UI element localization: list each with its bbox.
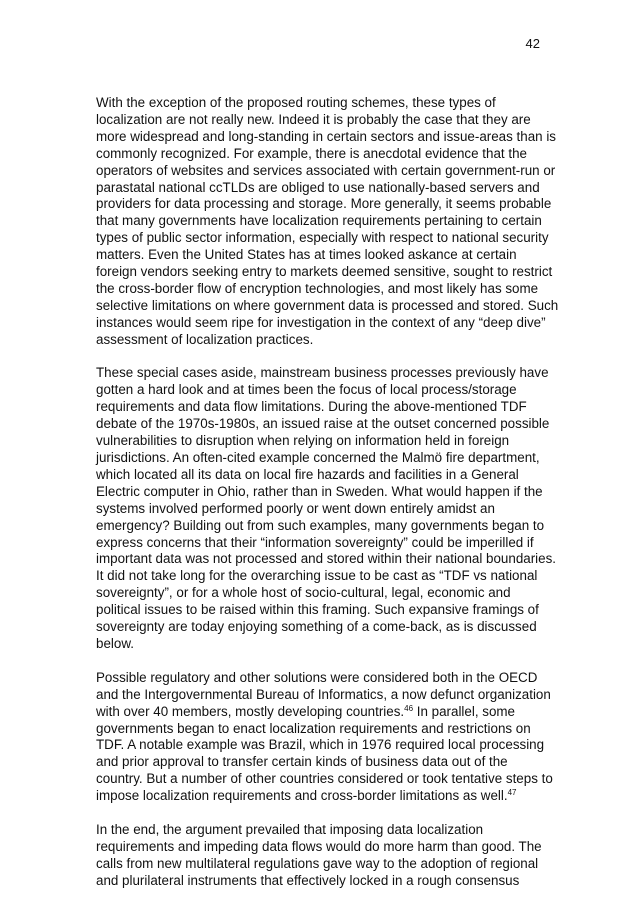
footnote-ref-46[interactable]: 46: [404, 703, 414, 713]
text-line: assessment of localization practices.: [96, 331, 314, 347]
text-line: Possible regulatory and other solutions were considered both in the OECD: [96, 669, 538, 685]
text-segment: with over 40 members, mostly developing countries.: [96, 703, 405, 719]
text-line: vulnerabilities to disruption when relying on information held in foreign: [96, 433, 510, 449]
text-line: debate of the 1970s-1980s, an issued raise at the outset concerned possible: [96, 416, 550, 432]
page-number: 42: [525, 36, 540, 51]
text-line: operators of websites and services associated with certain government-run or: [96, 162, 556, 178]
text-line: sovereignty”, or for a whole host of socio-cultural, legal, economic and: [96, 585, 511, 601]
paragraph-4: [96, 822, 548, 890]
text-line: [96, 704, 548, 721]
footnote-ref-47[interactable]: 47: [507, 788, 517, 798]
text-line: [96, 788, 548, 805]
text-line: which located all its data on local fire hazards and facilities in a General: [96, 466, 519, 482]
text-line: systems involved performed poorly or went down entirely amidst an: [96, 500, 495, 516]
text-line: express concerns that their “information sovereignty” could be imperilled if: [96, 534, 534, 550]
text-line: calls from new multilateral regulations gave way to the adoption of regional: [96, 855, 539, 871]
text-line: political issues to be raised within this framing. Such expansive framings of: [96, 602, 539, 618]
text-line: and the Intergovernmental Bureau of Informatics, a now defunct organization: [96, 686, 551, 702]
text-line: requirements and data flow limitations. During the above-mentioned TDF: [96, 399, 527, 415]
text-line: sovereignty are today enjoying something of a come-back, as is discussed: [96, 619, 537, 635]
text-line: providers for data processing and storage. More generally, it seems probable: [96, 196, 552, 212]
body-text: [96, 95, 559, 906]
text-line: jurisdictions. An often-cited example concerned the Malmö fire department,: [96, 450, 540, 466]
text-segment: impose localization requirements and cross-border limitations as well.: [96, 788, 508, 804]
paragraph-3: [96, 669, 553, 805]
text-line: more widespread and long-standing in certain sectors and issue-areas than is: [96, 128, 557, 144]
text-line: country. But a number of other countries considered or took tentative steps to: [96, 771, 553, 787]
text-line: types of public sector information, especially with respect to national security: [96, 230, 549, 246]
paragraph-2: [96, 365, 557, 652]
text-line: requirements and impeding data flows would do more harm than good. The: [96, 838, 542, 854]
text-segment: In parallel, some: [413, 703, 515, 719]
text-line: With the exception of the proposed routing schemes, these types of: [96, 95, 496, 110]
text-line: TDF. A notable example was Brazil, which in 1976 required local processing: [96, 737, 545, 753]
text-line: These special cases aside, mainstream business processes previously have: [96, 365, 549, 381]
text-line: that many governments have localization requirements pertaining to certain: [96, 213, 542, 229]
text-line: foreign vendors seeking entry to markets deemed sensitive, sought to restrict: [96, 264, 553, 280]
text-line: below.: [96, 635, 134, 651]
text-line: matters. Even the United States has at times looked askance at certain: [96, 247, 517, 263]
text-line: important data was not processed and stored within their national boundaries.: [96, 551, 557, 567]
text-line: and prior approval to transfer certain kinds of business data out of the: [96, 754, 508, 770]
text-line: and plurilateral instruments that effectively locked in a rough consensus: [96, 872, 520, 888]
text-line: selective limitations on where government data is processed and stored. Such: [96, 297, 559, 313]
text-line: parastatal national ccTLDs are obliged to use nationally-based servers and: [96, 179, 540, 195]
text-line: instances would seem ripe for investigation in the context of any “deep dive”: [96, 314, 546, 330]
text-line: commonly recognized. For example, there is anecdotal evidence that the: [96, 145, 527, 161]
text-line: emergency? Building out from such examples, many governments began to: [96, 517, 545, 533]
text-line: localization are not really new. Indeed it is probably the case that they are: [96, 111, 531, 127]
text-line: governments began to enact localization requirements and restrictions on: [96, 720, 531, 736]
text-line: In the end, the argument prevailed that imposing data localization: [96, 821, 484, 837]
text-line: Electric computer in Ohio, rather than in Sweden. What would happen if the: [96, 483, 543, 499]
text-line: the cross-border flow of encryption technologies, and most likely has some: [96, 280, 539, 296]
paragraph-1: [96, 95, 559, 349]
text-line: gotten a hard look and at times been the focus of local process/storage: [96, 382, 517, 398]
text-line: It did not take long for the overarching issue to be cast as “TDF vs national: [96, 568, 538, 584]
